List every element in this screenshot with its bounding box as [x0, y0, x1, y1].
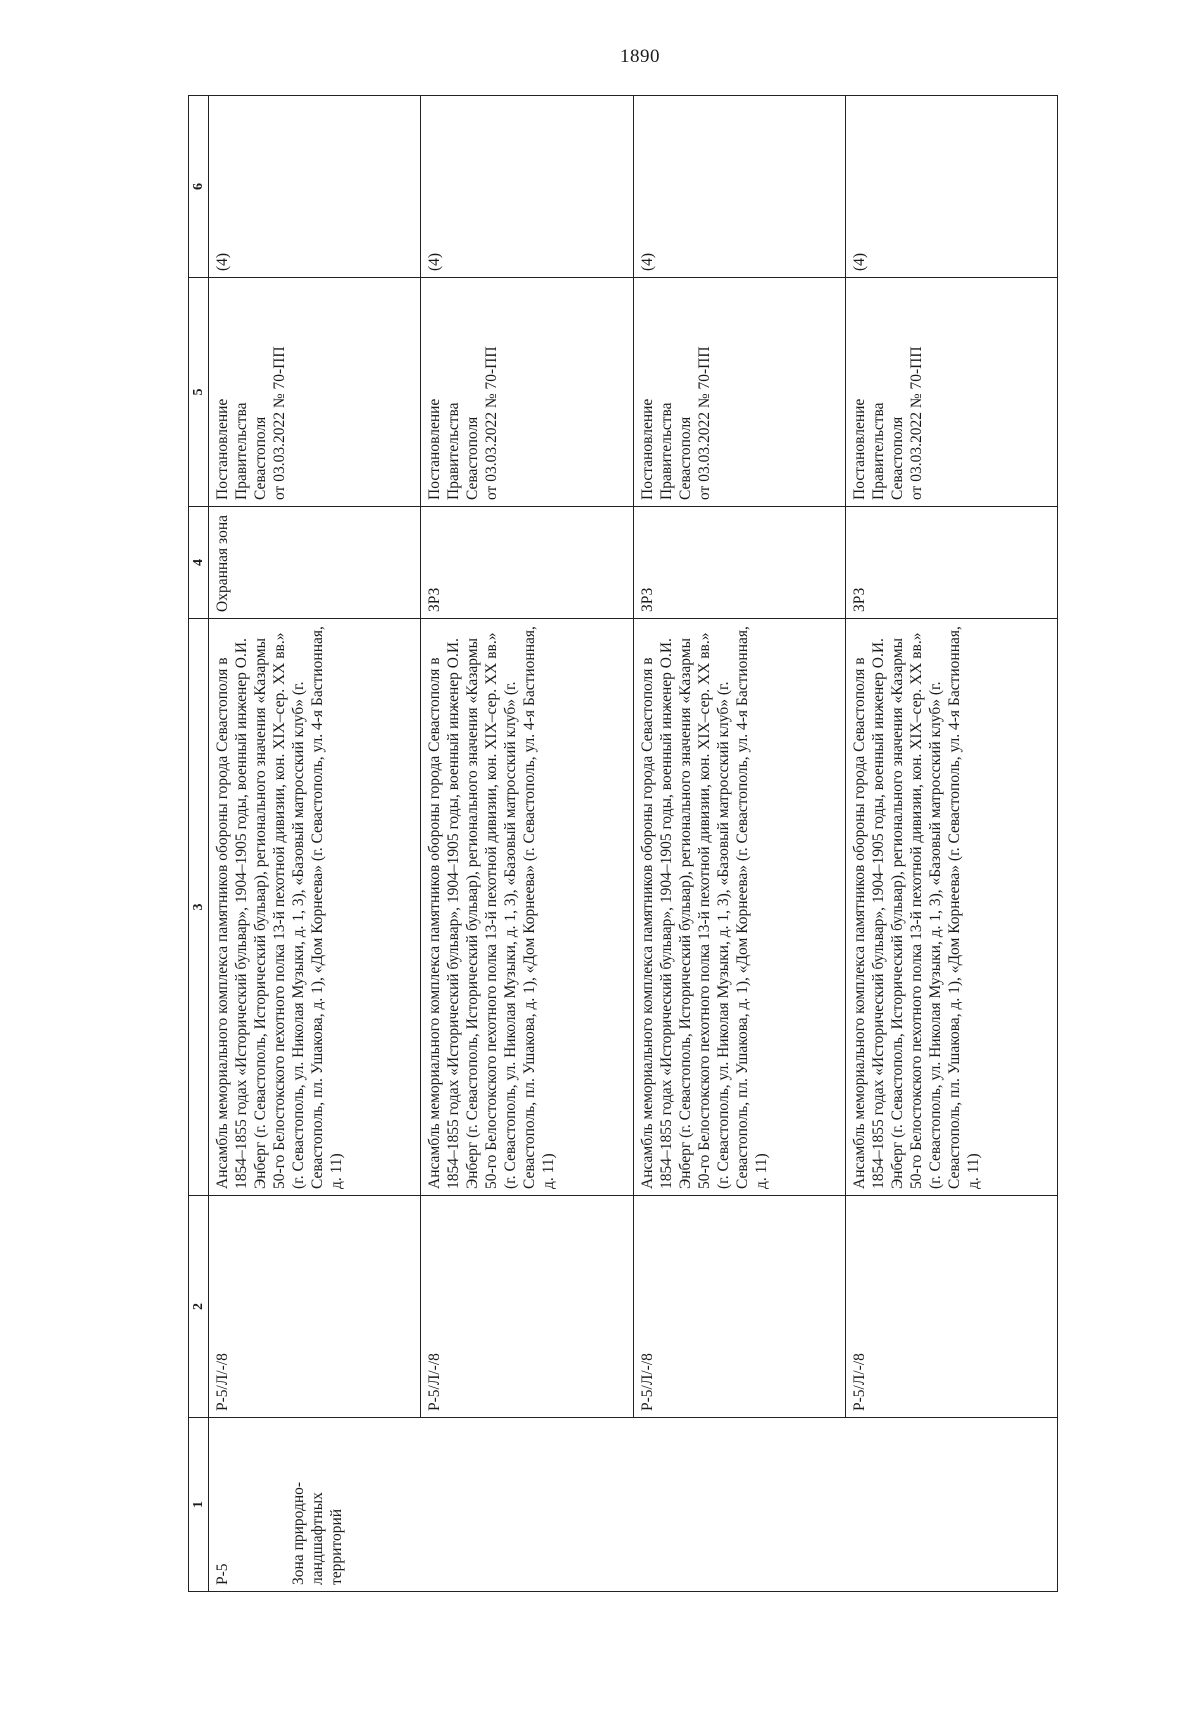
object-description: Ансамбль мемориального комплекса памятников обороны города Севастополя в 1854–1855 годах «Исторический бульвар», 1904–1905 годы, военный инженер О.И. Энберг (г. Севастополь, Исторический бульвар), регионального значения «Казармы 50-го Белостокского пехотного полка 13-й пехотной дивизии, кон. XIX–сер. XX вв.» (г. Севастополь, ул. Николая Музыки, д. 1, 3), «Базовый матросский клуб» (г. Севастополь, пл. Ушакова, д. 1), «Дом Корнеева» (г. Севастополь, ул. 4-я Бастионная, д. 11) [209, 619, 421, 1196]
table-row [845, 96, 1057, 1592]
doc-line: Постановление [850, 398, 868, 500]
header-row [189, 96, 209, 1592]
zone-name-line: территорий [328, 1508, 345, 1585]
note-cell: (4) [633, 96, 845, 278]
col-header-3: 3 [189, 619, 209, 1196]
col-header-6: 6 [189, 96, 209, 278]
legal-document [209, 278, 421, 507]
doc-line: Правительства [233, 402, 250, 500]
doc-line: Севастополя [464, 416, 482, 500]
object-description: Ансамбль мемориального комплекса памятников обороны города Севастополя в 1854–1855 годах «Исторический бульвар», 1904–1905 годы, военный инженер О.И. Энберг (г. Севастополь, Исторический бульвар), регионального значения «Казармы 50-го Белостокского пехотного полка 13-й пехотной дивизии, кон. XIX–сер. XX вв.» (г. Севастополь, ул. Николая Музыки, д. 1, 3), «Базовый матросский клуб» (г. Севастополь, пл. Ушакова, д. 1), «Дом Корнеева» (г. Севастополь, ул. 4-я Бастионная, д. 11) [845, 619, 1057, 1196]
doc-line: Постановление [638, 398, 656, 500]
zones-table [188, 95, 1058, 1592]
doc-line: от 03.03.2022 № 70-ПП [271, 346, 288, 500]
zone-name-line: ландшафтных [309, 1492, 326, 1585]
zone-type: ЗРЗ [633, 507, 845, 619]
zone-cell [209, 1418, 1058, 1592]
object-description: Ансамбль мемориального комплекса памятников обороны города Севастополя в 1854–1855 годах «Исторический бульвар», 1904–1905 годы, военный инженер О.И. Энберг (г. Севастополь, Исторический бульвар), регионального значения «Казармы 50-го Белостокского пехотного полка 13-й пехотной дивизии, кон. XIX–сер. XX вв.» (г. Севастополь, ул. Николая Музыки, д. 1, 3), «Базовый матросский клуб» (г. Севастополь, пл. Ушакова, д. 1), «Дом Корнеева» (г. Севастополь, ул. 4-я Бастионная, д. 11) [633, 619, 845, 1196]
object-code: Р-5/Л/-/8 [209, 1196, 421, 1418]
zone-spacer [232, 1424, 289, 1585]
table-row [421, 96, 633, 1592]
zone-name-line: Зона природно- [290, 1481, 307, 1585]
object-description: Ансамбль мемориального комплекса памятников обороны города Севастополя в 1854–1855 годах «Исторический бульвар», 1904–1905 годы, военный инженер О.И. Энберг (г. Севастополь, Исторический бульвар), регионального значения «Казармы 50-го Белостокского пехотного полка 13-й пехотной дивизии, кон. XIX–сер. XX вв.» (г. Севастополь, ул. Николая Музыки, д. 1, 3), «Базовый матросский клуб» (г. Севастополь, пл. Ушакова, д. 1), «Дом Корнеева» (г. Севастополь, ул. 4-я Бастионная, д. 11) [421, 619, 633, 1196]
page-number: 1890 [620, 46, 660, 67]
legal-document [845, 278, 1057, 507]
doc-line: Севастополя [252, 416, 269, 500]
table-row [633, 96, 845, 1592]
rotated-table-frame [188, 96, 1058, 1592]
note-cell: (4) [845, 96, 1057, 278]
legal-document [421, 278, 633, 507]
object-code: Р-5/Л/-/8 [633, 1196, 845, 1418]
doc-line: Правительства [869, 402, 887, 500]
doc-line: Севастополя [888, 416, 906, 500]
col-header-4: 4 [189, 507, 209, 619]
doc-line: от 03.03.2022 № 70-ПП [695, 346, 713, 500]
zone-type: ЗРЗ [845, 507, 1057, 619]
rotated-table-canvas [188, 96, 1058, 1592]
doc-line: Правительства [445, 402, 463, 500]
zone-type: Охранная зона [209, 507, 421, 619]
col-header-2: 2 [189, 1196, 209, 1418]
doc-line: Постановление [426, 398, 444, 500]
doc-line: от 03.03.2022 № 70-ПП [483, 346, 501, 500]
col-header-1: 1 [189, 1418, 209, 1592]
legal-document [633, 278, 845, 507]
zone-type: ЗРЗ [421, 507, 633, 619]
col-header-5: 5 [189, 278, 209, 507]
object-code: Р-5/Л/-/8 [421, 1196, 633, 1418]
note-cell: (4) [421, 96, 633, 278]
zone-code: Р-5 [214, 1563, 231, 1585]
table-row [209, 96, 421, 1592]
doc-line: Севастополя [676, 416, 694, 500]
doc-line: Постановление [214, 398, 231, 500]
note-cell: (4) [209, 96, 421, 278]
doc-line: от 03.03.2022 № 70-ПП [907, 346, 925, 500]
doc-line: Правительства [657, 402, 675, 500]
object-code: Р-5/Л/-/8 [845, 1196, 1057, 1418]
